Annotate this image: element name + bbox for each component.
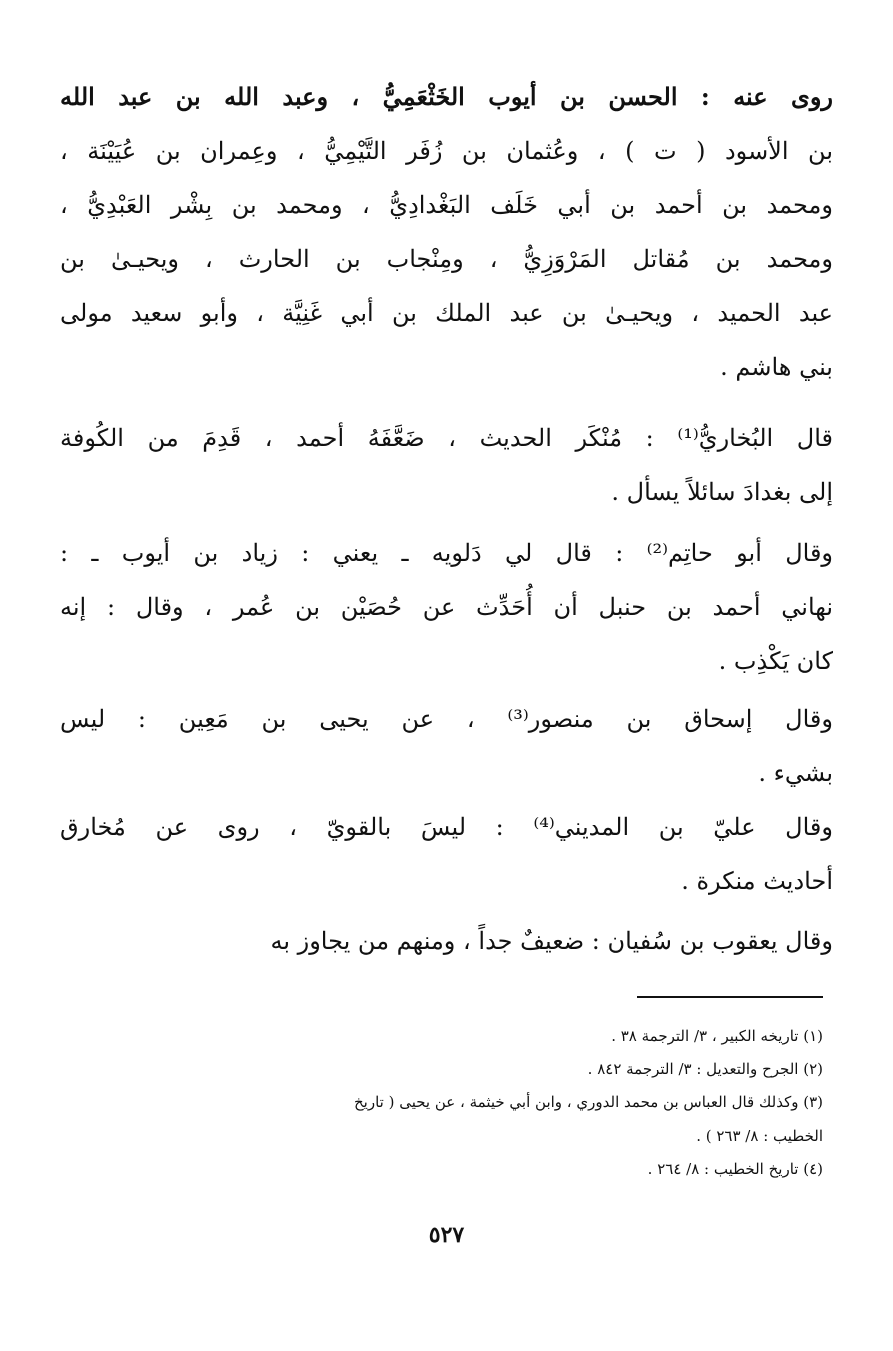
paragraph-yaqub (60, 914, 833, 968)
text-line: وقال إسحاق بن منصور⁽³⁾ ، عن يحيى بن مَعِين : ليس (60, 705, 833, 733)
text-line: ومحمد بن أحمد بن أبي خَلَف البَغْدادِيُّ ، ومحمد بن بِشْر العَبْدِيُّ ، (60, 191, 833, 219)
footnote: (٤) تاريخ الخطيب : ٨/ ٢٦٤ . (647, 1160, 823, 1178)
text-line: نهاني أحمد بن حنبل أن أُحَدِّث عن حُصَيْن بن عُمر ، وقال : إنه (60, 593, 833, 621)
text-line: إلى بغدادَ سائلاً يسأل . (611, 478, 833, 506)
text-line: عبد الحميد ، ويحيـىٰ بن عبد الملك بن أبي غَنِيَّة ، وأبو سعيد مولى (60, 299, 833, 327)
text-line: وقال عليّ بن المديني⁽⁴⁾ : ليسَ بالقويّ ، روى عن مُخارق (60, 813, 833, 841)
paragraph-ishaq (60, 692, 833, 800)
text-line: وقال يعقوب بن سُفيان : ضعيفٌ جداً ، ومنهم من يجاوز به (270, 927, 833, 955)
text-line: أحاديث منكرة . (681, 867, 833, 895)
text-line: روى عنه : الحسن بن أيوب الخَثْعَمِيُّ ، وعبد الله بن عبد الله (60, 82, 833, 111)
text-line: وقال أبو حاتِم⁽²⁾ : قال لي دَلويه ـ يعني : زياد بن أيوب ـ : (60, 539, 833, 567)
paragraph-abu-hatim (60, 526, 833, 688)
footnote: (١) تاريخه الكبير ، ٣/ الترجمة ٣٨ . (611, 1027, 823, 1045)
footnote-separator (637, 996, 823, 998)
paragraph-ali-madini (60, 800, 833, 908)
text-line: بشيء . (758, 759, 833, 787)
text-line: قال البُخاريُّ⁽¹⁾ : مُنْكَر الحديث ، ضَعَّفَهُ أحمد ، قَدِمَ من الكُوفة (60, 424, 833, 452)
footnote: (٣) وكذلك قال العباس بن محمد الدوري ، وابن أبي خيثمة ، عن يحيى ( تاريخ (353, 1093, 823, 1111)
footnote: (٢) الجرح والتعديل : ٣/ الترجمة ٨٤٢ . (587, 1060, 823, 1078)
paragraph-narrators (60, 70, 833, 394)
page-number: ٥٢٧ (428, 1222, 465, 1248)
text-line: ومحمد بن مُقاتل المَرْوَزِيُّ ، ومِنْجاب بن الحارث ، ويحيـىٰ بن (60, 245, 833, 273)
paragraph-bukhari (60, 411, 833, 519)
text-line: كان يَكْذِب . (718, 647, 833, 675)
footnote: الخطيب : ٨/ ٢٦٣ ) . (696, 1127, 823, 1145)
text-line: بن الأسود ( ت ) ، وعُثمان بن زُفَر التَّيْمِيُّ ، وعِمران بن عُيَيْنَة ، (60, 137, 833, 165)
text-line: بني هاشم . (720, 353, 833, 381)
